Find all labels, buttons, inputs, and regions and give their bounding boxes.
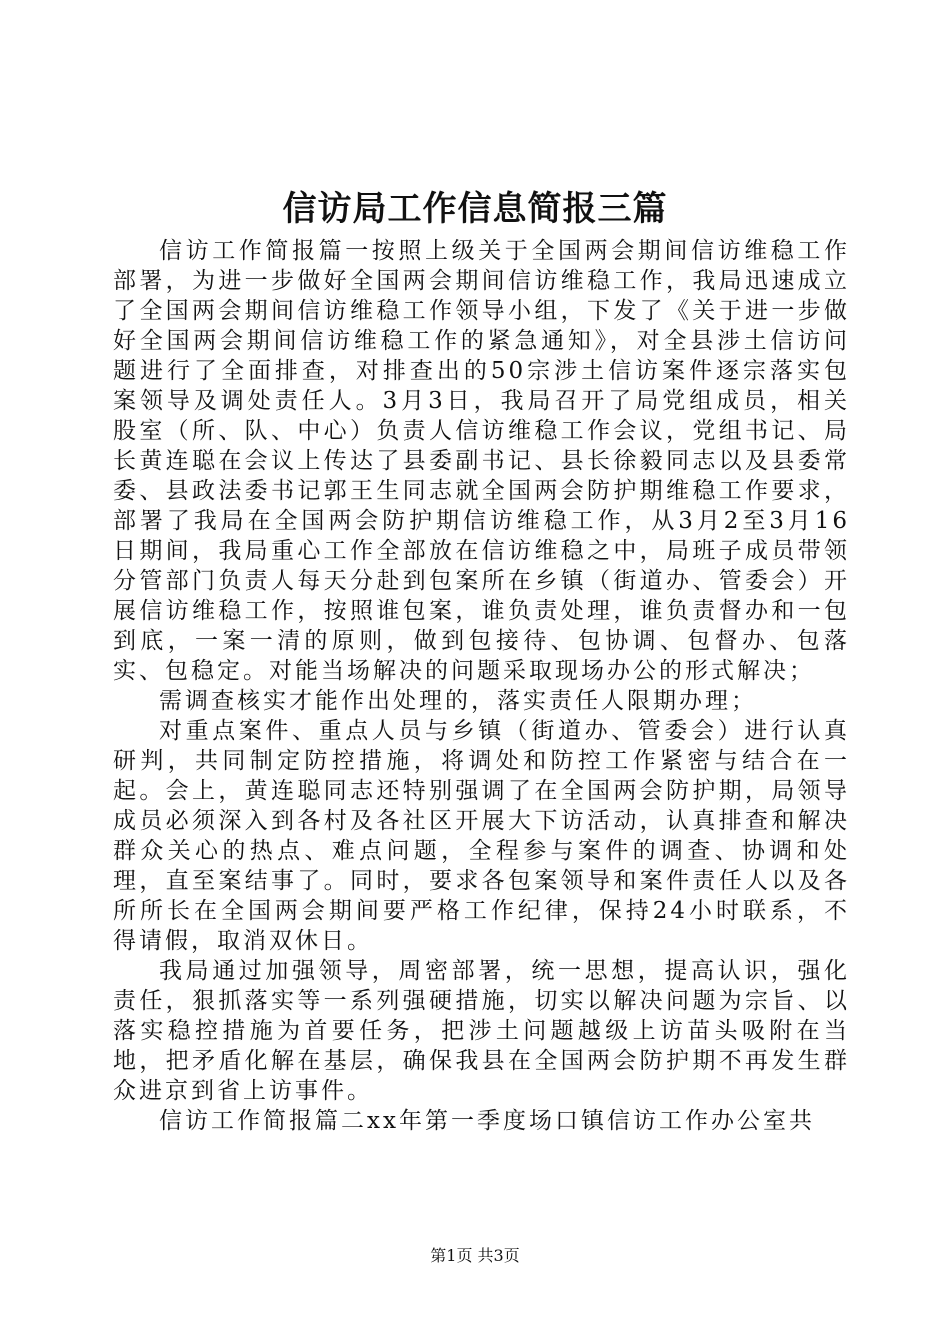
paragraph-3: 对重点案件、重点人员与乡镇（街道办、管委会）进行认真研判，共同制定防控措施，将调处和防控工作紧密与结合在一起。会上，黄连聪同志还特别强调了在全国两会防护期，局领导成员必须深入到各村及各社区开展大下访活动，认真排查和解决群众关心的热点、难点问题，全程参与案件的调查、协调和处理，直至案结事了。同时，要求各包案领导和案件责任人以及各所所长在全国两会期间要严格工作纪律，保持24小时联系，不得请假，取消双休日。 (113, 718, 850, 954)
page-number-footer: 第1页 共3页 (430, 1246, 520, 1265)
document-body (113, 236, 850, 1136)
paragraph-1: 信访工作简报篇一按照上级关于全国两会期间信访维稳工作部署，为进一步做好全国两会期间信访维稳工作，我局迅速成立了全国两会期间信访维稳工作领导小组，下发了《关于进一步做好全国两会期间信访维稳工作的紧急通知》，对全县涉土信访问题进行了全面排查，对排查出的50宗涉土信访案件逐宗落实包案领导及调处责任人。3月3日，我局召开了局党组成员，相关股室（所、队、中心）负责人信访维稳工作会议，党组书记、局长黄连聪在会议上传达了县委副书记、县长徐毅同志以及县委常委、县政法委书记郭王生同志就全国两会防护期维稳工作要求，部署了我局在全国两会防护期信访维稳工作，从3月2至3月16日期间，我局重心工作全部放在信访维稳之中，局班子成员带领分管部门负责人每天分赴到包案所在乡镇（街道办、管委会）开展信访维稳工作，按照谁包案，谁负责处理，谁负责督办和一包到底，一案一清的原则，做到包接待、包协调、包督办、包落实、包稳定。对能当场解决的问题采取现场办公的形式解决； (113, 238, 850, 684)
document-title: 信访局工作信息简报三篇 (282, 189, 668, 229)
paragraph-2: 需调查核实才能作出处理的，落实责任人限期办理； (159, 688, 757, 714)
paragraph-4: 我局通过加强领导，周密部署，统一思想，提高认识，强化责任，狠抓落实等一系列强硬措施，切实以解决问题为宗旨、以落实稳控措施为首要任务，把涉土问题越级上访苗头吸附在当地，把矛盾化解在基层，确保我县在全国两会防护期不再发生群众进京到省上访事件。 (113, 958, 850, 1104)
paragraph-5: 信访工作简报篇二xx年第一季度场口镇信访工作办公室共 (159, 1108, 815, 1134)
